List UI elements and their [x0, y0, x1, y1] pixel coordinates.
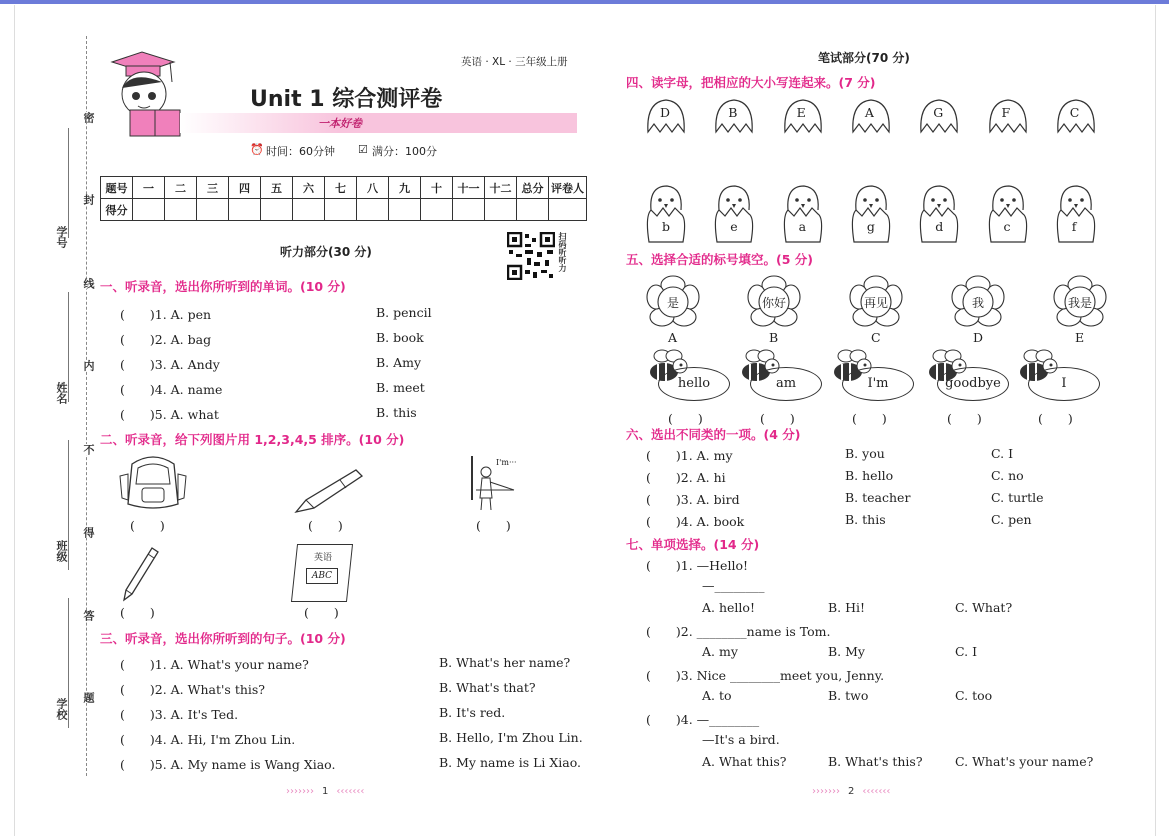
s1-q3-option-a: ( )3. A. Andy	[120, 357, 220, 372]
word-cloud: goodbye	[937, 367, 1009, 401]
score-cell[interactable]	[261, 199, 293, 221]
s6-q2-option-a: ( )2. A. hi	[646, 470, 726, 485]
s1-q1-option-a: ( )1. A. pen	[120, 307, 212, 322]
score-cell[interactable]	[133, 199, 165, 221]
s7-q2-stem: ( )2. ________name is Tom.	[646, 624, 831, 639]
s6-q1-option-c: C. I	[991, 446, 1014, 461]
score-header-cell: 六	[293, 177, 325, 199]
uppercase-egg[interactable]	[783, 98, 823, 134]
uppercase-egg[interactable]	[851, 98, 891, 134]
s2-pic5-answer-blank[interactable]: ( )	[304, 605, 339, 620]
s1-q5-option-b: B. this	[376, 405, 417, 420]
flower-option	[951, 275, 1005, 345]
lowercase-chick[interactable]	[850, 184, 892, 244]
cloud-answer-blank[interactable]: ( )	[852, 411, 887, 426]
title-banner	[180, 113, 577, 133]
qr-caption: 扫码听听力	[558, 232, 567, 272]
score-header-cell: 四	[229, 177, 261, 199]
s7-q3-stem: ( )3. Nice ________meet you, Jenny.	[646, 668, 885, 683]
score-header-cell: 九	[389, 177, 421, 199]
page-footer-2	[812, 786, 890, 797]
s6-q3-option-b: B. teacher	[845, 490, 911, 505]
s6-q2-option-b: B. hello	[845, 468, 894, 483]
section2-title: 二、听录音，给下列图片用 1,2,3,4,5 排序。(10 分)	[100, 432, 405, 447]
score-header-cell: 七	[325, 177, 357, 199]
score-cell[interactable]	[549, 199, 587, 221]
s7-q1-option-b: B. Hi!	[828, 600, 866, 615]
score-cell[interactable]	[453, 199, 485, 221]
uppercase-letter: E	[796, 105, 806, 120]
seal-char: 线	[82, 278, 95, 289]
lowercase-letter: f	[1071, 219, 1077, 234]
flower-option	[849, 275, 903, 345]
s1-q3-option-b: B. Amy	[376, 355, 422, 370]
s7-q4-option-c: C. What's your name?	[955, 754, 1094, 769]
name-label: 姓名	[55, 382, 68, 404]
book-letters-box: ABC	[306, 568, 338, 584]
footer-left-arrows: ›››››››	[286, 786, 314, 797]
s7-q1-reply: —________	[702, 578, 765, 593]
score-header-cell: 评卷人	[549, 177, 587, 199]
score-header-cell: 一	[133, 177, 165, 199]
teacher-speech: I'm···	[496, 458, 517, 467]
seal-char: 封	[82, 194, 95, 205]
page-footer-1	[286, 786, 364, 797]
score-header-cell: 五	[261, 177, 293, 199]
banner-text: 一本好卷	[318, 117, 362, 130]
score-table-score-row	[101, 199, 587, 221]
s7-q4-option-b: B. What's this?	[828, 754, 923, 769]
score-header-cell: 十一	[453, 177, 485, 199]
s7-q3-option-b: B. two	[828, 688, 869, 703]
word-cloud: am	[750, 367, 822, 401]
seal-char: 不	[82, 444, 95, 455]
word-cloud: I	[1028, 367, 1100, 401]
s3-q1-option-b: B. What's her name?	[439, 655, 571, 670]
footer-left-arrows: ›››››››	[812, 786, 840, 797]
score-cell[interactable]	[357, 199, 389, 221]
s6-q4-option-b: B. this	[845, 512, 886, 527]
pencil-picture	[118, 542, 162, 604]
s2-pic1-answer-blank[interactable]: ( )	[130, 518, 165, 533]
footer-right-arrows: ‹‹‹‹‹‹‹	[862, 786, 891, 797]
section1-title: 一、听录音，选出你所听到的单词。(10 分)	[100, 279, 346, 294]
s6-q3-option-c: C. turtle	[991, 490, 1044, 505]
pen-picture	[290, 466, 366, 518]
lowercase-chick[interactable]	[713, 184, 755, 244]
s7-q1-option-c: C. What?	[955, 600, 1013, 615]
s7-q4-stem: ( )4. —________	[646, 712, 760, 727]
s2-pic3-answer-blank[interactable]: ( )	[476, 518, 511, 533]
score-header-cell: 十二	[485, 177, 517, 199]
score-header-cell: 二	[165, 177, 197, 199]
s1-q4-option-a: ( )4. A. name	[120, 382, 223, 397]
score-header-cell: 十	[421, 177, 453, 199]
clock-icon: ⏰	[250, 143, 264, 156]
student-id-line	[68, 128, 69, 238]
schoolbag-picture	[118, 454, 188, 514]
seal-dashed-line	[86, 36, 87, 776]
s3-q5-option-b: B. My name is Li Xiao.	[439, 755, 581, 770]
section6-title: 六、选出不同类的一项。(4 分)	[626, 427, 801, 442]
s3-q1-option-a: ( )1. A. What's your name?	[120, 657, 309, 672]
page-title: Unit 1 综合测评卷	[250, 87, 443, 112]
student-mascot-illustration	[104, 48, 184, 140]
seal-char: 得	[82, 527, 95, 538]
flower-option	[646, 275, 700, 345]
s7-q4-option-a: A. What this?	[702, 754, 787, 769]
flower-text: 再见	[863, 296, 888, 310]
section5-title: 五、选择合适的标号填空。(5 分)	[626, 252, 813, 267]
score-table-header-row	[101, 177, 587, 199]
score-header-cell: 三	[197, 177, 229, 199]
lowercase-chick[interactable]	[645, 184, 687, 244]
flower-label: D	[973, 330, 984, 345]
s1-q4-option-b: B. meet	[376, 380, 425, 395]
s6-q2-option-c: C. no	[991, 468, 1024, 483]
flower-label: B	[769, 330, 779, 345]
s6-q1-option-a: ( )1. A. my	[646, 448, 733, 463]
section4-title: 四、读字母，把相应的大小写连起来。(7 分)	[626, 75, 876, 90]
cloud-answer-blank[interactable]: ( )	[760, 411, 795, 426]
page-number: 2	[848, 786, 855, 797]
s7-q4-reply: —It's a bird.	[702, 732, 780, 747]
s1-q1-option-b: B. pencil	[376, 305, 432, 320]
lowercase-letter: c	[1003, 219, 1011, 234]
uppercase-letter: B	[728, 105, 738, 120]
uppercase-letter: F	[1001, 105, 1011, 120]
score-cell[interactable]	[293, 199, 325, 221]
score-cell[interactable]	[517, 199, 549, 221]
lowercase-letter: b	[662, 219, 671, 234]
book-cover-text: 英语	[314, 553, 333, 563]
s7-q2-option-c: C. I	[955, 644, 978, 659]
seal-char: 答	[82, 610, 95, 621]
score-cell[interactable]	[325, 199, 357, 221]
flower-text: 我	[971, 296, 984, 310]
uppercase-letter: C	[1069, 105, 1080, 120]
score-header-cell: 八	[357, 177, 389, 199]
page-number: 1	[322, 786, 329, 797]
score-cell[interactable]	[485, 199, 517, 221]
s3-q2-option-a: ( )2. A. What's this?	[120, 682, 266, 697]
flower-option	[1053, 275, 1107, 345]
uppercase-egg[interactable]	[1056, 98, 1096, 134]
student-id-label: 学号	[55, 226, 68, 248]
school-label: 学校	[55, 698, 68, 720]
section3-title: 三、听录音，选出你所听到的句子。(10 分)	[100, 631, 346, 646]
uppercase-egg[interactable]	[646, 98, 686, 134]
s3-q5-option-a: ( )5. A. My name is Wang Xiao.	[120, 757, 336, 772]
lowercase-letter: g	[866, 219, 875, 234]
score-table	[100, 176, 587, 221]
s7-q3-option-a: A. to	[702, 688, 732, 703]
listening-part-title: 听力部分(30 分)	[280, 245, 372, 259]
lowercase-chick[interactable]	[782, 184, 824, 244]
s3-q3-option-a: ( )3. A. It's Ted.	[120, 707, 239, 722]
flower-label: C	[871, 330, 881, 345]
s2-pic2-answer-blank[interactable]: ( )	[308, 518, 343, 533]
seal-char: 题	[82, 692, 95, 703]
lowercase-letter: e	[730, 219, 738, 234]
written-part-title: 笔试部分(70 分)	[818, 51, 910, 65]
cloud-answer-blank[interactable]: ( )	[947, 411, 982, 426]
s3-q4-option-b: B. Hello, I'm Zhou Lin.	[439, 730, 583, 745]
uppercase-letter: D	[660, 105, 671, 120]
lowercase-chick[interactable]	[987, 184, 1029, 244]
uppercase-egg[interactable]	[988, 98, 1028, 134]
s7-q2-option-a: A. my	[702, 644, 738, 659]
lowercase-chick[interactable]	[1055, 184, 1097, 244]
score-cell[interactable]	[165, 199, 197, 221]
flower-text: 我是	[1067, 296, 1092, 310]
s7-q2-option-b: B. My	[828, 644, 865, 659]
class-label: 班级	[55, 540, 68, 562]
s1-q5-option-a: ( )5. A. what	[120, 407, 219, 422]
qr-code-icon[interactable]	[507, 232, 555, 280]
flower-label: A	[668, 330, 678, 345]
flower-option	[747, 275, 801, 345]
s3-q4-option-a: ( )4. A. Hi, I'm Zhou Lin.	[120, 732, 296, 747]
footer-right-arrows: ‹‹‹‹‹‹‹	[336, 786, 365, 797]
seal-char: 内	[82, 360, 95, 371]
score-header-cell: 总分	[517, 177, 549, 199]
seal-char: 密	[82, 112, 95, 123]
s6-q4-option-c: C. pen	[991, 512, 1032, 527]
score-cell[interactable]	[197, 199, 229, 221]
time-limit: 时间：60分钟	[266, 145, 335, 158]
word-cloud: I'm	[842, 367, 914, 401]
uppercase-egg[interactable]	[919, 98, 959, 134]
lowercase-letter: d	[935, 219, 944, 234]
score-header-cell: 题号	[101, 177, 133, 199]
s7-q3-option-c: C. too	[955, 688, 993, 703]
flower-text: 你好	[761, 296, 786, 310]
book-code: 英语 · XL · 三年级上册	[461, 56, 568, 68]
flower-label: E	[1075, 330, 1085, 345]
uppercase-egg[interactable]	[714, 98, 754, 134]
s7-q1-stem: ( )1. —Hello!	[646, 558, 748, 573]
uppercase-letter: A	[864, 105, 874, 120]
window-top-bar	[0, 0, 1169, 4]
s7-q1-option-a: A. hello!	[702, 600, 755, 615]
score-cell[interactable]	[389, 199, 421, 221]
uppercase-letter: G	[933, 105, 944, 120]
full-score: 满分：100分	[372, 145, 437, 158]
section7-title: 七、单项选择。(14 分)	[626, 537, 760, 552]
word-cloud: hello	[658, 367, 730, 401]
s6-q4-option-a: ( )4. A. book	[646, 514, 745, 529]
s6-q3-option-a: ( )3. A. bird	[646, 492, 740, 507]
lowercase-letter: a	[798, 219, 807, 234]
score-cell[interactable]	[421, 199, 453, 221]
s3-q2-option-b: B. What's that?	[439, 680, 536, 695]
score-row-label: 得分	[101, 199, 133, 221]
s3-q3-option-b: B. It's red.	[439, 705, 506, 720]
cloud-answer-blank[interactable]: ( )	[1038, 411, 1073, 426]
flower-text: 是	[666, 296, 679, 310]
checkbox-icon: ☑	[358, 143, 368, 156]
s6-q1-option-b: B. you	[845, 446, 885, 461]
s1-q2-option-a: ( )2. A. bag	[120, 332, 212, 347]
lowercase-chick[interactable]	[918, 184, 960, 244]
cloud-answer-blank[interactable]: ( )	[668, 411, 703, 426]
score-cell[interactable]	[229, 199, 261, 221]
s1-q2-option-b: B. book	[376, 330, 424, 345]
s2-pic4-answer-blank[interactable]: ( )	[120, 605, 155, 620]
